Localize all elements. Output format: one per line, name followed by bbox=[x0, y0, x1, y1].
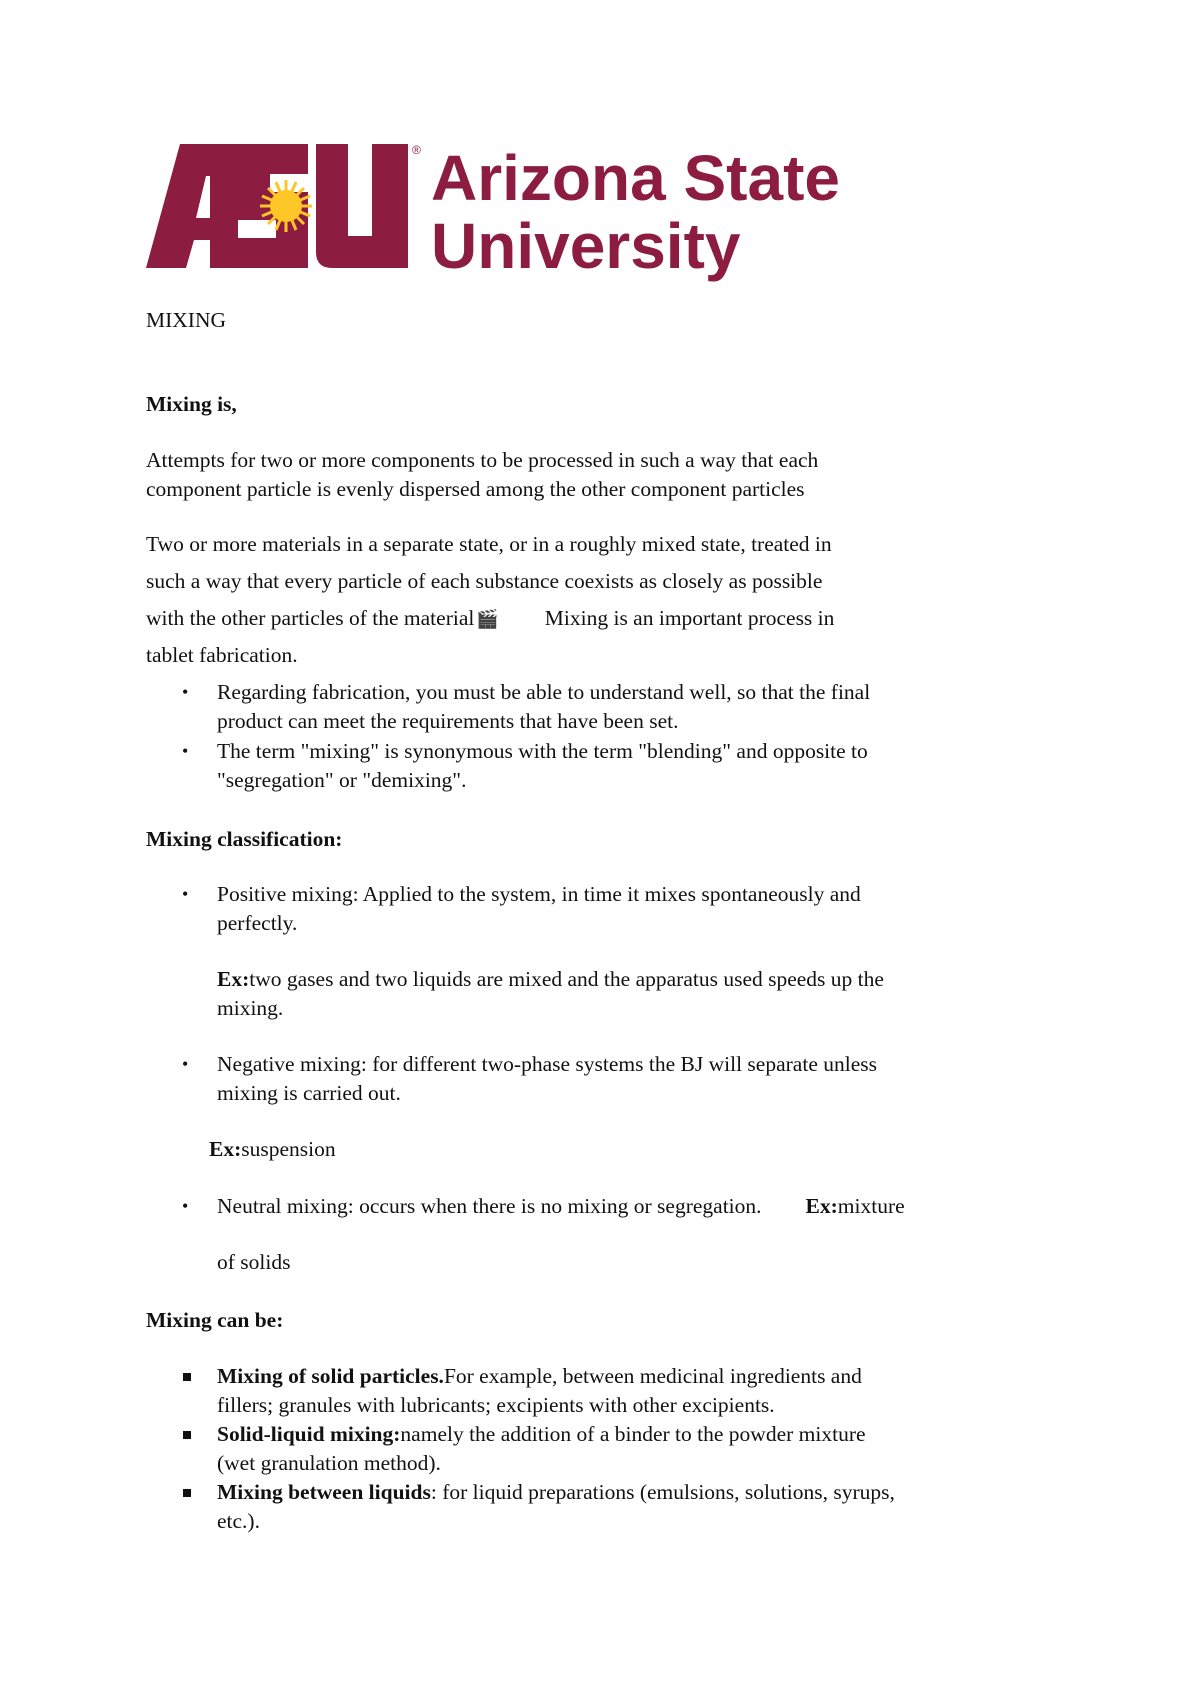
intro-para-line-2: component particle is evenly dispersed among the other component particles bbox=[146, 477, 805, 501]
example-label: Ex: bbox=[805, 1194, 838, 1218]
example-label: Ex: bbox=[217, 967, 250, 991]
can-be-item-1-line-1: Mixing of solid particles.For example, between medicinal ingredients and bbox=[217, 1364, 862, 1388]
can-be-item-1-line-2: fillers; granules with lubricants; excipients with other excipients. bbox=[217, 1393, 775, 1417]
bullet-icon: • bbox=[182, 1196, 189, 1216]
clapperboard-icon: 🎬 bbox=[476, 609, 499, 629]
para2-line-1: Two or more materials in a separate state, or in a roughly mixed state, treated in bbox=[146, 532, 832, 556]
positive-example-line-1: Ex:two gases and two liquids are mixed and the apparatus used speeds up the bbox=[217, 967, 884, 991]
para2-line-3-text: with the other particles of the material bbox=[146, 606, 475, 630]
positive-line-1: Positive mixing: Applied to the system, in time it mixes spontaneously and bbox=[217, 882, 861, 906]
square-bullet-icon bbox=[183, 1373, 191, 1381]
neutral-line: Neutral mixing: occurs when there is no mixing or segregation. Ex:mixture bbox=[217, 1194, 905, 1218]
can-be-item-2-line-2: (wet granulation method). bbox=[217, 1451, 441, 1475]
classification-heading: Mixing classification: bbox=[146, 827, 343, 851]
positive-line-2: perfectly. bbox=[217, 911, 298, 935]
positive-example-line-2: mixing. bbox=[217, 996, 284, 1020]
can-be-item-3-line-2: etc.). bbox=[217, 1509, 260, 1533]
document-heading: MIXING bbox=[146, 308, 227, 332]
para2-line-2: such a way that every particle of each substance coexists as closely as possible bbox=[146, 569, 823, 593]
negative-line-2: mixing is carried out. bbox=[217, 1081, 401, 1105]
bullet-icon: • bbox=[182, 884, 189, 904]
square-bullet-icon bbox=[183, 1431, 191, 1439]
square-bullet-icon bbox=[183, 1489, 191, 1497]
para2-line-5: tablet fabrication. bbox=[146, 643, 298, 667]
asu-logo bbox=[146, 140, 946, 290]
can-be-heading: Mixing can be: bbox=[146, 1308, 284, 1332]
intro-bullet-1-line-2: product can meet the requirements that have been set. bbox=[217, 709, 679, 733]
intro-bullet-2-line-1: The term "mixing" is synonymous with the term "blending" and opposite to bbox=[217, 739, 868, 763]
intro-bullet-1-line-1: Regarding fabrication, you must be able to understand well, so that the final bbox=[217, 680, 871, 704]
logo-letter-a bbox=[146, 144, 238, 268]
intro-bullet-2-line-2: "segregation" or "demixing". bbox=[217, 768, 467, 792]
intro-heading: Mixing is, bbox=[146, 392, 237, 416]
example-label: Ex: bbox=[209, 1137, 242, 1161]
negative-line-1: Negative mixing: for different two-phase systems the BJ will separate unless bbox=[217, 1052, 877, 1076]
can-be-item-2-line-1: Solid-liquid mixing:namely the addition of a binder to the powder mixture bbox=[217, 1422, 866, 1446]
bullet-icon: • bbox=[182, 1054, 189, 1074]
can-be-item-3-line-1: Mixing between liquids: for liquid preparations (emulsions, solutions, syrups, bbox=[217, 1480, 895, 1504]
intro-para-line-1: Attempts for two or more components to be processed in such a way that each bbox=[146, 448, 819, 472]
neutral-continuation: of solids bbox=[217, 1250, 291, 1274]
bullet-icon: • bbox=[182, 741, 189, 761]
negative-example: Ex:suspension bbox=[209, 1137, 336, 1161]
bullet-icon: • bbox=[182, 682, 189, 702]
logo-line-1: Arizona State bbox=[431, 142, 840, 214]
svg-text:®: ® bbox=[412, 143, 421, 157]
logo-letter-u bbox=[316, 144, 408, 268]
para2-line-3 bbox=[146, 604, 834, 634]
para2-line-4-text: Mixing is an important process in bbox=[544, 606, 835, 630]
logo-line-2: University bbox=[431, 210, 741, 282]
